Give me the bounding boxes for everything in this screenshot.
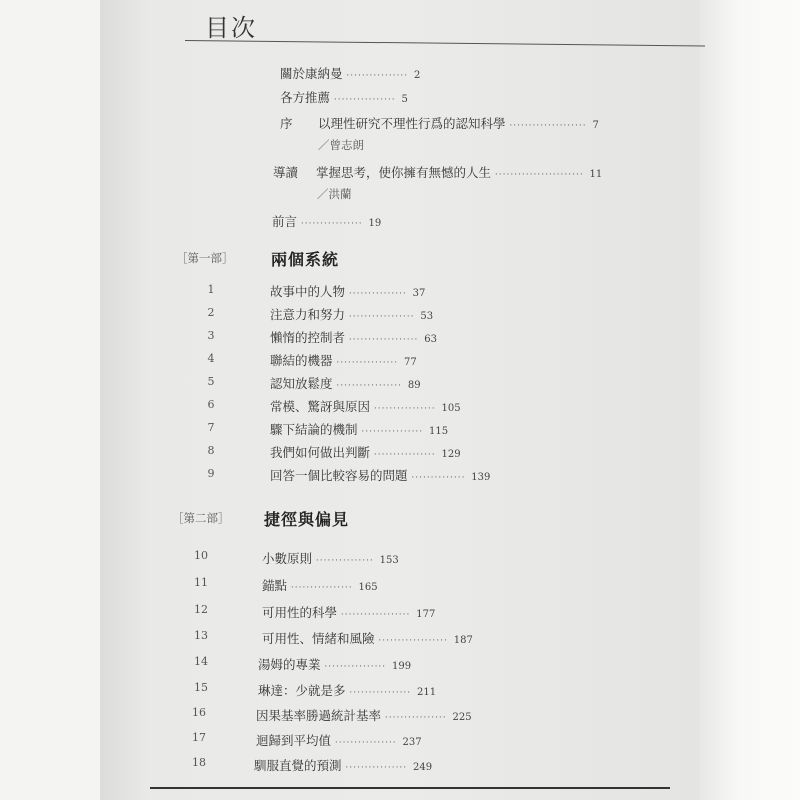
chapter-number: 5 [207, 375, 215, 388]
chapter-number: 1 [207, 283, 215, 296]
chapter-number: 16 [192, 706, 206, 719]
chapter-number: 9 [207, 467, 215, 480]
page-edge [700, 0, 800, 800]
toc-entry: 序 以理性研究不理性行爲的認知科學 ···················· 7 [280, 116, 599, 131]
chapter-entry: 聯結的機器 ················ 77 [270, 353, 417, 368]
chapter-number: 10 [194, 549, 208, 562]
chapter-entry: 常模、驚訝與原因 ················ 105 [270, 399, 461, 414]
toc-entry: 前言 ················ 19 [272, 214, 382, 229]
toc-entry: 關於康納曼 ················ 2 [280, 66, 421, 81]
chapter-number: 13 [194, 629, 208, 642]
part-label: ［第二部］ [172, 511, 230, 525]
toc-author: ／曾志朗 [318, 138, 364, 152]
part-title: 兩個系統 [271, 250, 340, 269]
chapter-entry: 回答一個比較容易的問題 ·············· 139 [270, 468, 491, 483]
toc-entry: 各方推薦 ················ 5 [280, 90, 408, 105]
part-label: ［第一部］ [176, 251, 234, 265]
toc-author: ／洪蘭 [317, 187, 352, 201]
chapter-number: 11 [194, 576, 208, 589]
chapter-number: 3 [207, 329, 215, 342]
chapter-number: 2 [207, 306, 215, 319]
chapter-entry: 錨點 ················ 165 [262, 578, 378, 593]
chapter-number: 17 [192, 731, 206, 744]
chapter-number: 8 [207, 444, 215, 457]
part-title: 捷徑與偏見 [264, 510, 350, 529]
chapter-entry: 馴服直覺的預測 ················ 249 [254, 758, 433, 773]
chapter-number: 7 [207, 421, 215, 434]
bottom-rule [150, 787, 670, 789]
chapter-entry: 湯姆的專業 ················ 199 [258, 657, 412, 672]
chapter-number: 12 [194, 603, 208, 616]
chapter-entry: 小數原則 ··············· 153 [262, 551, 399, 566]
chapter-entry: 迴歸到平均值 ················ 237 [256, 733, 422, 748]
chapter-entry: 驟下結論的機制 ················ 115 [270, 422, 449, 437]
chapter-entry: 認知放鬆度 ················· 89 [270, 376, 421, 391]
page-title: 目次 [205, 14, 257, 42]
chapter-entry: 我們如何做出判斷 ················ 129 [270, 445, 461, 460]
chapter-entry: 可用性的科學 ·················· 177 [262, 605, 436, 620]
chapter-number: 4 [207, 352, 215, 365]
chapter-entry: 注意力和努力 ················· 53 [270, 307, 434, 322]
chapter-entry: 可用性、情緒和風險 ·················· 187 [262, 631, 473, 646]
chapter-entry: 因果基率勝過統計基率 ················ 225 [256, 708, 472, 723]
toc-entry: 導讀 掌握思考，使你擁有無憾的人生 ······················· 11 [273, 165, 603, 180]
chapter-number: 14 [194, 655, 208, 668]
chapter-number: 6 [207, 398, 215, 411]
chapter-number: 18 [192, 756, 206, 769]
chapter-number: 15 [194, 681, 208, 694]
chapter-entry: 琳達：少就是多 ················ 211 [258, 683, 437, 698]
chapter-entry: 故事中的人物 ··············· 37 [270, 284, 426, 299]
chapter-entry: 懶惰的控制者 ·················· 63 [270, 330, 437, 345]
